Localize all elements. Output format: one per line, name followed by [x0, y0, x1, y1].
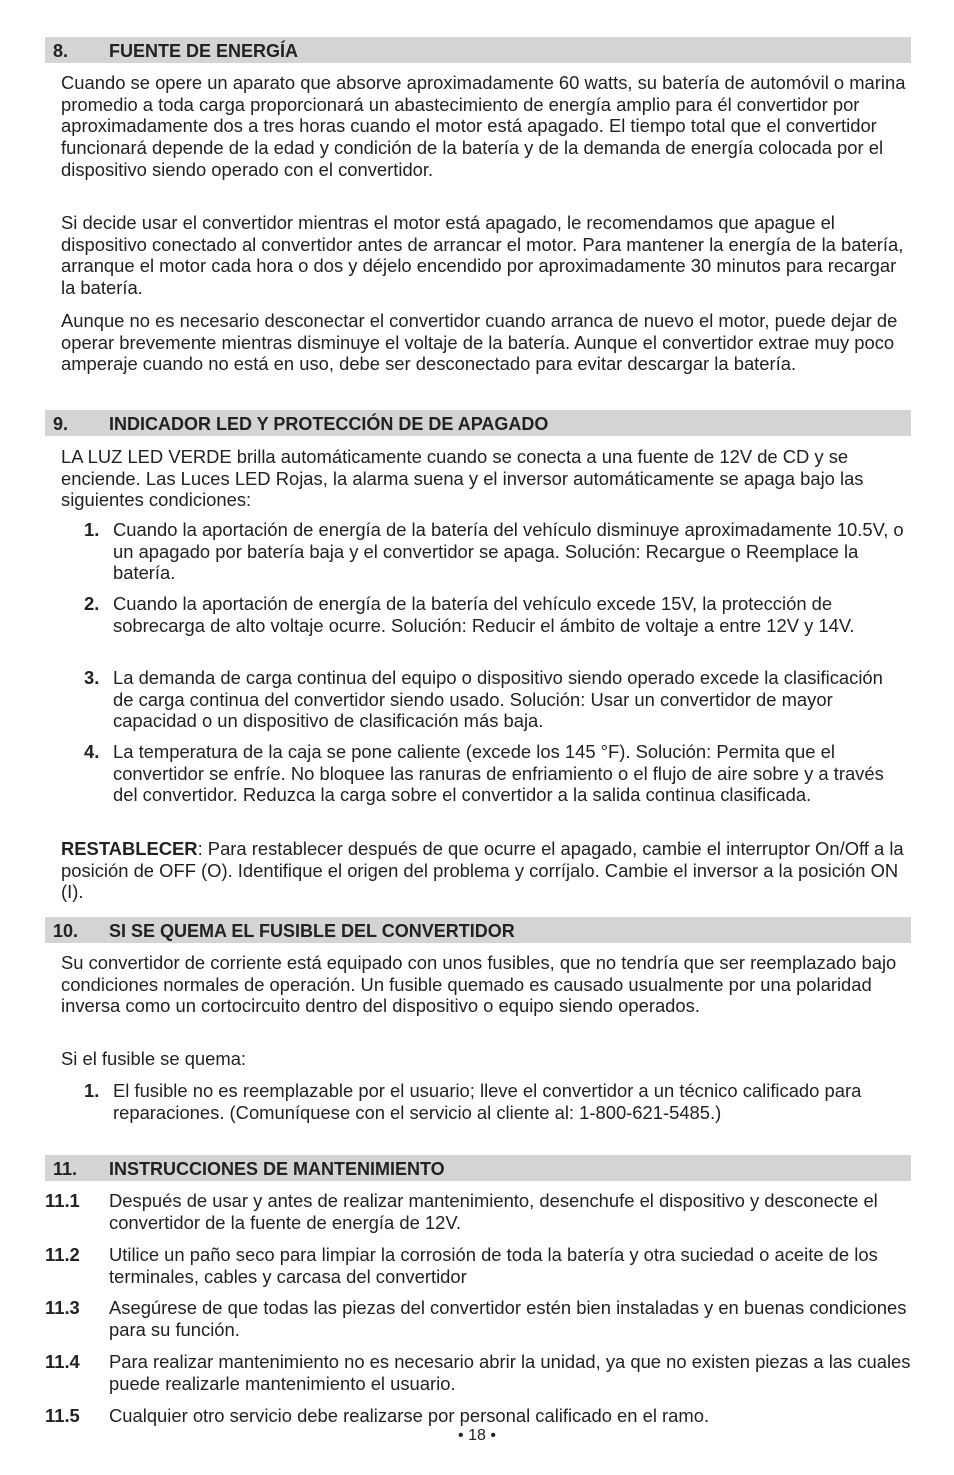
section-number: 8. [53, 41, 69, 61]
page-number: • 18 • [458, 1427, 496, 1444]
paragraph: Si el fusible se quema: [61, 1048, 247, 1069]
paragraph: Cuando se opere un aparato que absorve aproximadamente 60 watts, su batería de automóvil o marina promedio a toda carga proporcionará un abastecimiento de energía amplio para él convertidor por aproximadamente dos a tres horas cuando el motor está apagado. El tiempo total que el convertidor funcionará depende de la edad y condición de la batería y de la demanda de energía colocada por el dispositivo siendo operado con el convertidor. [61, 72, 906, 180]
maintenance-item [45, 1297, 911, 1340]
item-text: Cualquier otro servicio debe realizarse por personal calificado en el ramo. [109, 1405, 710, 1426]
paragraph: Aunque no es necesario desconectar el convertidor cuando arranca de nuevo el motor, puede dejar de operar brevemente mientras disminuye el voltaje de la batería. Aunque el convertidor extrae muy poco amperaje cuando no está en uso, debe ser desconectado para evitar descargar la batería. [61, 310, 898, 375]
item-text: Asegúrese de que todas las piezas del convertidor estén bien instaladas y en buenas condiciones para su función. [109, 1297, 907, 1340]
section-title: SI SE QUEMA EL FUSIBLE DEL CONVERTIDOR [109, 921, 515, 941]
section-10-header [45, 917, 911, 943]
item-text: Después de usar y antes de realizar mantenimiento, desenchufe el dispositivo y desconecte el convertidor de la fuente de energía de 12V. [109, 1190, 878, 1233]
reset-text: : Para restablecer después de que ocurre el apagado, cambie el interruptor On/Off a la posición de OFF (O). Identifique el origen del problema y corríjalo. Cambie el inversor a la posición ON (I). [61, 838, 904, 903]
maintenance-item [45, 1351, 911, 1394]
item-number: 11.5 [45, 1405, 80, 1426]
list-item [84, 667, 904, 732]
maintenance-item [45, 1244, 911, 1287]
section-number: 9. [53, 414, 69, 434]
maintenance-item [45, 1190, 911, 1233]
list-item [84, 593, 904, 636]
item-text: Para realizar mantenimiento no es necesario abrir la unidad, ya que no existen piezas a las cuales puede realizarle mantenimiento el usuario. [109, 1351, 911, 1394]
list-item [84, 1080, 904, 1123]
list-text: La temperatura de la caja se pone caliente (excede los 145 °F). Solución: Permita que el convertidor se enfríe. No bloquee las ranuras de enfriamiento o el flujo de aire sobre y a través del convertidor. Reduzca la carga sobre el convertidor a la salida continua clasificada. [113, 741, 884, 806]
item-text: Utilice un paño seco para limpiar la corrosión de toda la batería y otra suciedad o aceite de los terminales, cables y carcasa del convertidor [109, 1244, 878, 1287]
list-number: 2. [84, 593, 100, 614]
list-text: La demanda de carga continua del equipo o dispositivo siendo operado excede la clasificación de carga continua del convertidor siendo usado. Solución: Usar un convertidor de mayor capacidad o un dispositivo de clasificación más baja. [113, 667, 883, 732]
list-number: 1. [84, 519, 100, 540]
list-item [84, 741, 904, 806]
maintenance-item [45, 1405, 911, 1427]
item-number: 11.1 [45, 1190, 80, 1211]
section-number: 11. [53, 1159, 78, 1179]
list-number: 3. [84, 667, 100, 688]
reset-paragraph [61, 838, 913, 903]
list-item [84, 519, 904, 584]
section-11-header [45, 1155, 911, 1181]
reset-label: RESTABLECER [61, 838, 198, 859]
item-number: 11.4 [45, 1351, 80, 1372]
list-text: Cuando la aportación de energía de la batería del vehículo disminuye aproximadamente 10.5V, o un apagado por batería baja y el convertidor se apaga. Solución: Recargue o Reemplace la batería. [113, 519, 904, 584]
section-title: INDICADOR LED Y PROTECCIÓN DE DE APAGADO [109, 414, 549, 434]
list-number: 1. [84, 1080, 100, 1101]
list-number: 4. [84, 741, 100, 762]
section-9-header [45, 410, 911, 436]
paragraph: Si decide usar el convertidor mientras el motor está apagado, le recomendamos que apague el dispositivo conectado al convertidor antes de arrancar el motor. Para mantener la energía de la batería, arranque el motor cada hora o dos y déjelo encendido por aproximadamente 30 minutos para recargar la batería. [61, 212, 904, 299]
section-8-header [45, 37, 911, 63]
list-text: El fusible no es reemplazable por el usuario; lleve el convertidor a un técnico calificado para reparaciones. (Comuníquese con el servicio al cliente al: 1-800-621-5485.) [113, 1080, 862, 1123]
item-number: 11.2 [45, 1244, 80, 1265]
paragraph: Su convertidor de corriente está equipado con unos fusibles, que no tendría que ser reemplazado bajo condiciones normales de operación. Un fusible quemado es causado usualmente por una polaridad inversa como un cortocircuito dentro del dispositivo o equipo siendo operados. [61, 952, 897, 1017]
section-number: 10. [53, 921, 79, 941]
paragraph: LA LUZ LED VERDE brilla automáticamente cuando se conecta a una fuente de 12V de CD y se enciende. Las Luces LED Rojas, la alarma suena y el inversor automáticamente se apaga bajo las siguientes condiciones: [61, 446, 864, 511]
section-title: FUENTE DE ENERGÍA [109, 41, 299, 61]
section-title: INSTRUCCIONES DE MANTENIMIENTO [109, 1159, 445, 1179]
item-number: 11.3 [45, 1297, 80, 1318]
list-text: Cuando la aportación de energía de la batería del vehículo excede 15V, la protección de sobrecarga de alto voltaje ocurre. Solución: Reducir el ámbito de voltaje a entre 12V y 14V. [113, 593, 855, 636]
